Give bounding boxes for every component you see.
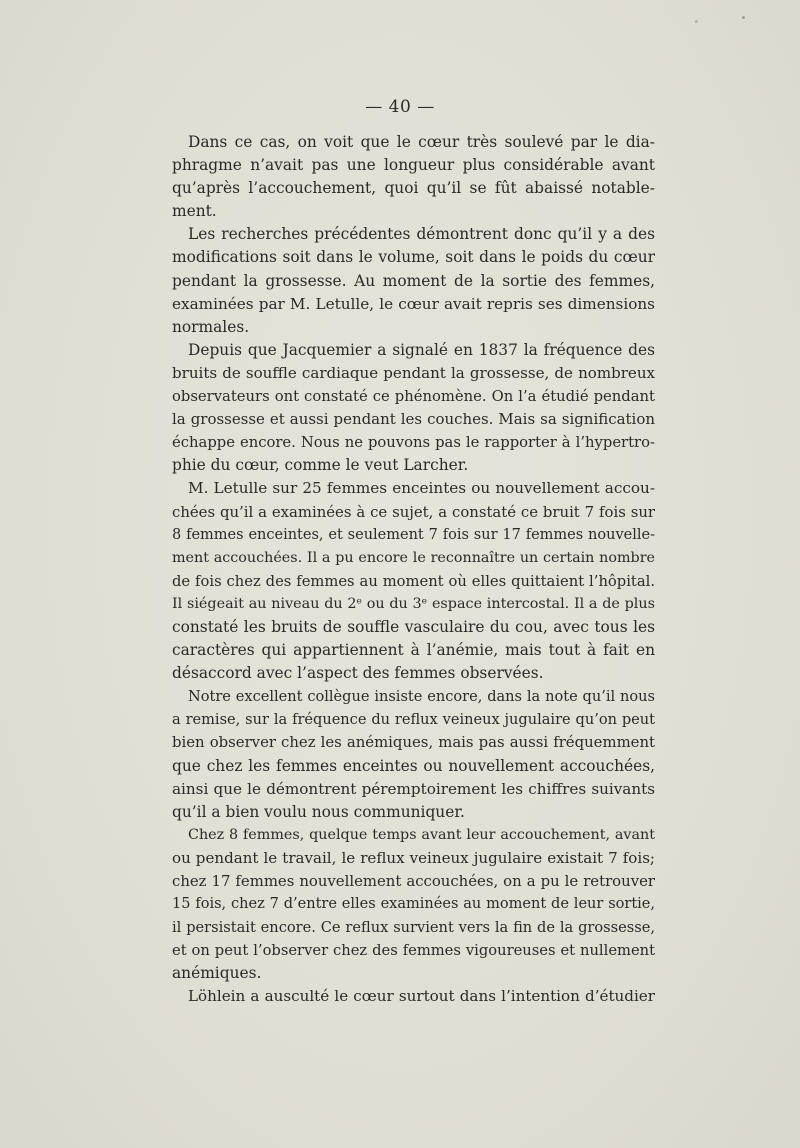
text-line: 8 femmes enceintes, et seulement 7 fois sur 17 femmes nouvelle- (172, 526, 655, 543)
paragraph (172, 985, 655, 1008)
text-line: que chez les femmes enceintes ou nouvellement accouchées, (172, 756, 655, 775)
text-line: phragme n’avait pas une longueur plus considérable avant (172, 156, 655, 175)
text-line: ment accouchées. Il a pu encore le reconnaître un certain nombre (172, 549, 655, 566)
paragraph (172, 223, 655, 338)
paragraph (172, 131, 655, 223)
text-line: de fois chez des femmes au moment où elles quittaient l’hôpital. (172, 572, 655, 590)
text-line: Les recherches précédentes démontrent donc qu’il y a des (188, 225, 655, 244)
text-line: Il siégeait au niveau du 2ᵉ ou du 3ᵉ espace intercostal. Il a de plus (172, 595, 655, 612)
paragraph (172, 477, 655, 685)
body-text (172, 131, 655, 1009)
text-line: il persistait encore. Ce reflux survient vers la fin de la grossesse, (172, 919, 655, 937)
text-line: et on peut l’observer chez des femmes vigoureuses et nullement (172, 942, 655, 960)
text-line: chez 17 femmes nouvellement accouchées, on a pu le retrouver (172, 872, 655, 890)
text-line: modifications soit dans le volume, soit dans le poids du cœur (172, 248, 655, 267)
text-line: 15 fois, chez 7 d’entre elles examinées au moment de leur sortie, (172, 896, 655, 913)
text-line: bruits de souffle cardiaque pendant la grossesse, de nombreux (172, 363, 655, 382)
text-line: chées qu’il a examinées à ce sujet, a constaté ce bruit 7 fois sur (172, 502, 655, 521)
text-line: constaté les bruits de souffle vasculaire du cou, avec tous les (172, 617, 655, 636)
text-line: échappe encore. Nous ne pouvons pas le rapporter à l’hypertro- (172, 434, 655, 452)
text-line: anémiques. (172, 964, 262, 983)
page-number: — 40 — (365, 97, 435, 117)
text-line: examinées par M. Letulle, le cœur avait repris ses dimensions (172, 294, 655, 313)
text-line: pendant la grossesse. Au moment de la sortie des femmes, (172, 271, 655, 290)
text-line: Notre excellent collègue insiste encore, dans la note qu’il nous (188, 688, 655, 706)
text-line: M. Letulle sur 25 femmes enceintes ou nouvellement accou- (188, 479, 655, 498)
text-line: a remise, sur la fréquence du reflux veineux jugulaire qu’on peut (172, 711, 655, 729)
text-line: Chez 8 femmes, quelque temps avant leur accouchement, avant (188, 826, 655, 843)
paragraph (172, 824, 655, 986)
paragraph (172, 339, 655, 478)
paper-speck (695, 20, 698, 23)
paragraph (172, 685, 655, 824)
text-line: ainsi que le démontrent péremptoirement les chiffres suivants (172, 779, 655, 798)
text-line: ment. (172, 202, 217, 221)
text-line: caractères qui appartiennent à l’anémie, mais tout à fait en (172, 641, 655, 660)
text-line: qu’il a bien voulu nous communiquer. (172, 802, 465, 821)
text-line: bien observer chez les anémiques, mais pas aussi fréquemment (172, 733, 655, 752)
text-line: Depuis que Jacquemier a signalé en 1837 la fréquence des (188, 340, 655, 359)
text-line: la grossesse et aussi pendant les couches. Mais sa signification (172, 410, 655, 429)
text-line: phie du cœur, comme le veut Larcher. (172, 456, 469, 475)
text-line: normales. (172, 317, 250, 336)
text-line: Löhlein a ausculté le cœur surtout dans l’intention d’étudier (188, 987, 655, 1006)
text-line: Dans ce cas, on voit que le cœur très soulevé par le dia- (188, 133, 655, 151)
text-line: qu’après l’accouchement, quoi qu’il se fût abaissé notable- (172, 179, 655, 198)
text-line: observateurs ont constaté ce phénomène. On l’a étudié pendant (172, 388, 655, 406)
text-line: désaccord avec l’aspect des femmes observées. (172, 664, 544, 683)
paper-speck (742, 16, 745, 19)
text-line: ou pendant le travail, le reflux veineux jugulaire existait 7 fois; (172, 848, 655, 867)
